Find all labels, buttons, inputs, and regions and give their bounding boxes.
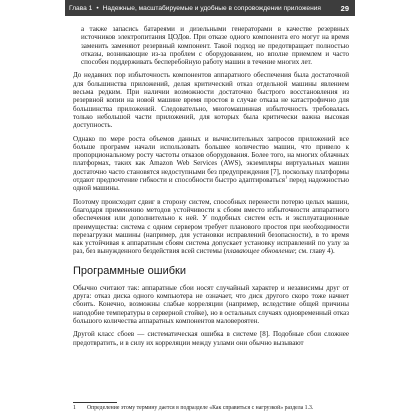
running-header — [65, 0, 355, 16]
header-separator: • — [96, 4, 99, 12]
paragraph-cloud-end: перед надежностью одной машины. — [73, 176, 349, 193]
paragraph-redundancy: До недавних пор избыточность компонентов аппаратного обеспечения была достаточной для большинства приложений, делая критический отказ отдельной машины явлением весьма редким. При наличии возможности достаточно быстрого восстановления из резервной копии на новой машине время простоя в случае отказа не катастрофично для большинства приложений. Следовательно, многомашинная избыточность требовалась только небольшой части приложений, для которых была критически важна высокая доступность. — [73, 71, 349, 130]
paragraph-fault-tolerance-text: Поэтому происходит сдвиг в сторону систем, способных перенести потерю целых машин, благодаря применению методов устойчивости к сбоям вместо избыточности аппаратного обеспечения или дополнительно к ней. У подобных систем есть и эксплуатационные преимущества: система с одним сервером требует планового простоя при необходимости перезагрузки машины (например, для установки исправлений безопасности), в то время как устойчивая к аппаратным сбоям система допускает установку исправлений по узлу за раз, без вынужденного бездействия всей системы ( — [73, 197, 349, 256]
chapter-label: Глава 1 — [69, 4, 93, 12]
bullet-marker — [73, 25, 81, 66]
paragraph-cloud — [73, 135, 349, 193]
bullet-list — [73, 25, 349, 66]
chapter-title: Надежные, масштабируемые и удобные в сопровождении приложения — [102, 4, 321, 12]
paragraph-fault-tolerance — [73, 198, 349, 256]
page-body — [73, 25, 349, 352]
rolling-upgrade-term: плавающее обновление — [225, 247, 295, 256]
list-item — [73, 25, 349, 66]
footnote — [73, 405, 349, 412]
paragraph-fault-tolerance-end: ; см. главу 4). — [294, 247, 335, 256]
paragraph-hardware-faults: Обычно считают так: аппаратные сбои носят случайный характер и независимы друг от друга: отказ диска одного компьютера не означает, что диск другого скоро тоже начнет сбоить. Конечно, возможны слабые корреляции (например, вследствие общей причины наподобие температуры в серверной стойке), но в остальных случаях одновременный отказ большого количества аппаратных компонентов маловероятен. — [73, 283, 349, 325]
footnote-text: Определение этому термину дается в подразделе «Как справиться с нагрузкой» раздела 1.3. — [87, 405, 314, 411]
paragraph-cloud-text: Однако по мере роста объемов данных и вычислительных запросов приложений все больше программ начали использовать большее количество машин, что привело к пропорциональному росту частоты отказов оборудования. Более того, на многих облачных платформах, таких как Amazon Web Services (AWS), экземпляры виртуальных машин достаточно часто становятся недоступными без предупреждения [7], поскольку платформы отдают предпочтение гибкости и способности быстро адаптироваться — [73, 134, 349, 185]
footnote-rule — [73, 402, 117, 403]
page-number: 29 — [340, 3, 349, 13]
section-heading: Программные ошибки — [73, 264, 187, 277]
footnote-number: 1 — [73, 405, 76, 411]
footnote-ref: 1 — [285, 174, 288, 180]
list-item-text: а также запасись батареями и дизельными генераторами в качестве резервных источников электропитания ЦОДов. При отказе одного компонента его могут на время заменить заменяют резервный компонент. Такой подход не предотвращает полностью отказы, возникающие из-за проблем с оборудованием, но вполне приемлем и часто способен поддерживать бесперебойную работу машин в течение многих лет. — [81, 25, 349, 67]
paragraph-systematic-errors: Другой класс сбоев — систематическая ошибка в системе [8]. Подобные сбои сложнее предотвратить, и в силу их корреляции между узлами они обычно вызывают — [73, 330, 349, 347]
